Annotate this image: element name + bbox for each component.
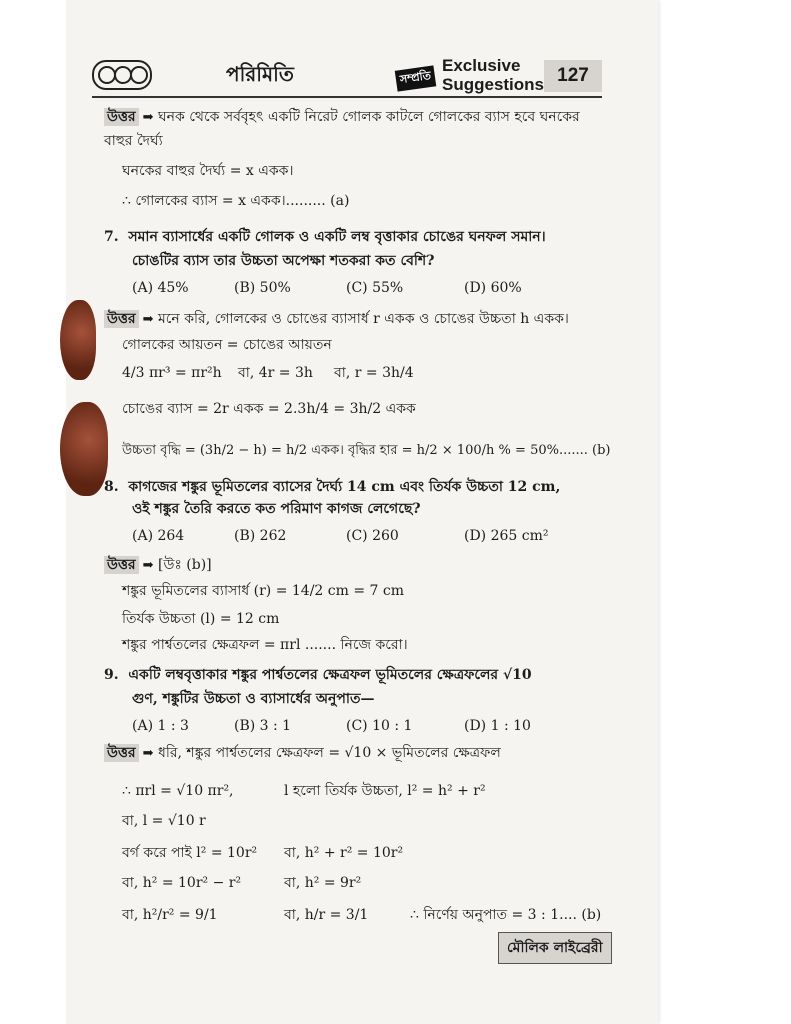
answer-line: উত্তর ➡ মনে করি, গোলকের ও চোঙের ব্যাসার্ধ r একক ও চোঙের উচ্চতা h একক।	[104, 310, 569, 329]
page-number: 127	[544, 60, 602, 92]
question-7: 7. সমান ব্যাসার্ধের একটি গোলক ও একটি লম্ব বৃত্তাকার চোঙের ঘনফল সমান।	[104, 229, 546, 245]
math-line: চোঙের ব্যাস = 2r একক = 2.3h/4 = 3h/2 একক	[122, 401, 416, 417]
question-text: চোঙটির ব্যাস তার উচ্চতা অপেক্ষা শতকরা কত বেশি?	[132, 253, 435, 269]
option: (D) 60%	[464, 280, 522, 296]
answer-line: উত্তর ➡ [উঃ (b)]	[104, 556, 212, 575]
question-8: 8. কাগজের শঙ্কুর ভূমিতলের ব্যাসের দৈর্ঘ্য 14 cm এবং তির্যক উচ্চতা 12 cm,	[104, 479, 561, 495]
arrow-icon: ➡	[142, 558, 154, 573]
option: (D) 265 cm²	[464, 528, 549, 544]
option: (B) 262	[234, 528, 287, 544]
text-line: বাহুর দৈর্ঘ্য	[104, 133, 163, 149]
header-logo-icon	[92, 60, 152, 90]
header-divider	[92, 96, 602, 98]
header-badge: সম্প্রতি	[395, 65, 437, 91]
answer-line: উত্তর ➡ ঘনক থেকে সর্ববৃহৎ একটি নিরেট গোলক কাটলে গোলকের ব্যাস হবে ঘনকের	[104, 108, 580, 127]
arrow-icon: ➡	[142, 110, 154, 125]
math-line: শঙ্কুর ভূমিতলের ব্যাসার্ধ (r) = 14/2 cm = 7 cm	[122, 583, 404, 599]
option: (A) 45%	[132, 280, 189, 296]
math-line: বা, 4r = 3h	[238, 365, 313, 381]
thumb-bottom	[60, 402, 108, 496]
answer-line: উত্তর ➡ ধরি, শঙ্কুর পার্শ্বতলের ক্ষেত্রফল = √10 × ভূমিতলের ক্ষেত্রফল	[104, 744, 501, 763]
math-line: বা, h/r = 3/1	[284, 907, 369, 923]
math-line: l হলো তির্যক উচ্চতা, l² = h² + r²	[284, 783, 486, 799]
text-line: গোলকের আয়তন = চোঙের আয়তন	[122, 337, 332, 353]
math-line: ∴ πrl = √10 πr²,	[122, 783, 234, 799]
math-line: 4/3 πr³ = πr²h	[122, 365, 222, 381]
answer-label: উত্তর	[104, 556, 139, 574]
arrow-icon: ➡	[142, 746, 154, 761]
text-line: ∴ গোলকের ব্যাস = x একক।......... (a)	[122, 193, 350, 209]
math-line: শঙ্কুর পার্শ্বতলের ক্ষেত্রফল = πrl ....... নিজে করো।	[122, 637, 408, 653]
answer-label: উত্তর	[104, 310, 139, 328]
option: (C) 260	[346, 528, 399, 544]
math-line: বা, h²/r² = 9/1	[122, 907, 218, 923]
option: (B) 50%	[234, 280, 291, 296]
page-header	[92, 54, 622, 104]
publisher-label: মৌলিক লাইব্রেরী	[498, 932, 612, 964]
question-9: 9. একটি লম্ববৃত্তাকার শঙ্কুর পার্শ্বতলের ক্ষেত্রফল ভূমিতলের ক্ষেত্রফলের √10	[104, 667, 532, 683]
text-line: ঘনকের বাহুর দৈর্ঘ্য = x একক।	[122, 163, 294, 179]
option: (B) 3 : 1	[234, 718, 292, 734]
answer-label: উত্তর	[104, 108, 139, 126]
arrow-icon: ➡	[142, 312, 154, 327]
option: (C) 55%	[346, 280, 404, 296]
answer-label: উত্তর	[104, 744, 139, 762]
math-line: তির্যক উচ্চতা (l) = 12 cm	[122, 611, 280, 627]
thumb-top	[60, 300, 96, 380]
question-text: গুণ, শঙ্কুটির উচ্চতা ও ব্যাসার্ধের অনুপাত—	[132, 691, 375, 707]
option: (A) 264	[132, 528, 185, 544]
option: (C) 10 : 1	[346, 718, 413, 734]
option: (D) 1 : 10	[464, 718, 531, 734]
question-text: ওই শঙ্কুর তৈরি করতে কত পরিমাণ কাগজ লেগেছে?	[132, 501, 421, 517]
chapter-title: পরিমিতি	[226, 62, 294, 86]
math-line: উচ্চতা বৃদ্ধি = (3h/2 − h) = h/2 একক। বৃদ্ধির হার = h/2 × 100/h % = 50%....... (b)	[122, 443, 611, 458]
math-line: বা, r = 3h/4	[334, 365, 414, 381]
math-line: বা, h² = 10r² − r²	[122, 875, 242, 891]
math-line: ∴ নির্ণেয় অনুপাত = 3 : 1.... (b)	[410, 907, 602, 923]
option: (A) 1 : 3	[132, 718, 189, 734]
math-line: বা, l = √10 r	[122, 813, 206, 829]
header-exclusive: Exclusive Suggestions	[442, 56, 545, 94]
math-line: বর্গ করে পাই l² = 10r²	[122, 845, 258, 861]
math-line: বা, h² + r² = 10r²	[284, 845, 404, 861]
math-line: বা, h² = 9r²	[284, 875, 362, 891]
